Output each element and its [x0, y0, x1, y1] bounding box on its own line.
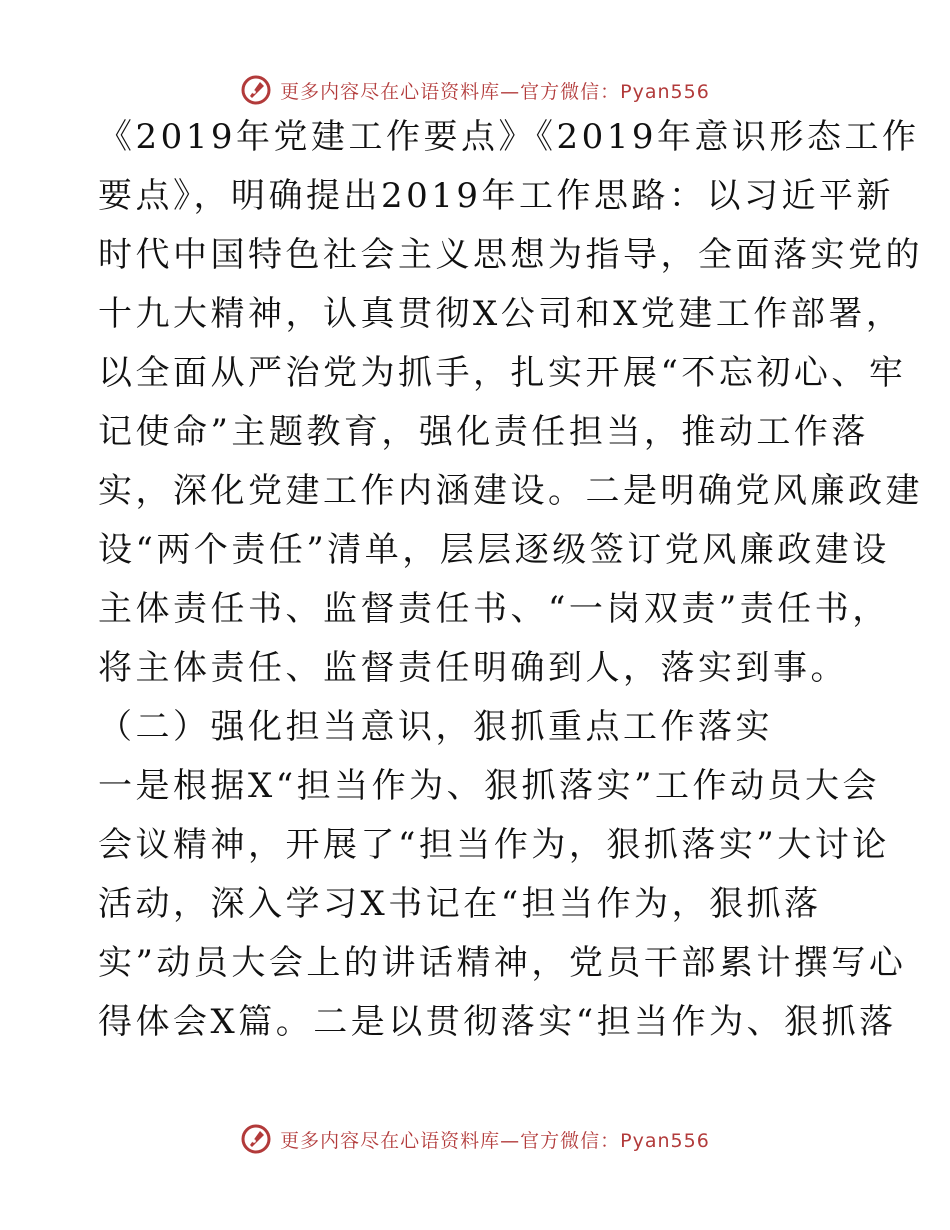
paragraph-line: 一是根据X“担当作为、狠抓落实”工作动员大会 — [98, 766, 880, 806]
paragraph-line: 会议精神，开展了“担当作为，狠抓落实”大讨论 — [98, 825, 890, 865]
paragraph-line: 将主体责任、监督责任明确到人，落实到事。 — [98, 648, 848, 688]
paragraph-line: 主体责任书、监督责任书、“一岗双责”责任书， — [98, 589, 890, 629]
paragraph-line: 实”动员大会上的讲话精神，党员干部累计撰写心 — [98, 943, 907, 983]
paragraph-line: 设“两个责任”清单，层层逐级签订党风廉政建设 — [98, 530, 890, 570]
section-heading: （二）强化担当意识，狠抓重点工作落实 — [98, 707, 773, 747]
paragraph-line: 以全面从严治党为抓手，扎实开展“不忘初心、牢 — [98, 353, 907, 393]
paragraph-line: 得体会X篇。二是以贯彻落实“担当作为、狠抓落 — [98, 1002, 897, 1042]
paragraph-line: 时代中国特色社会主义思想为指导，全面落实党的 — [98, 235, 923, 275]
watermark-text: 更多内容尽在心语资料库—官方微信：Pyan556 — [280, 80, 710, 103]
paragraph-line: 要点》，明确提出2019年工作思路：以习近平新 — [98, 176, 895, 216]
document-body — [98, 117, 923, 1064]
pen-nib-logo-icon — [240, 1123, 272, 1155]
paragraph-line: 实，深化党建工作内涵建设。二是明确党风廉政建 — [98, 471, 923, 511]
pen-nib-logo-icon — [240, 74, 272, 106]
paragraph-line: 《2019年党建工作要点》《2019年意识形态工作 — [98, 117, 920, 157]
watermark-text: 更多内容尽在心语资料库—官方微信：Pyan556 — [280, 1129, 710, 1152]
paragraph-line: 十九大精神，认真贯彻X公司和X党建工作部署， — [98, 294, 904, 334]
footer-watermark — [0, 1119, 950, 1159]
paragraph-line: 记使命”主题教育，强化责任担当，推动工作落 — [98, 412, 869, 452]
paragraph-line: 活动，深入学习X书记在“担当作为，狠抓落 — [98, 884, 822, 924]
header-watermark — [0, 70, 950, 110]
